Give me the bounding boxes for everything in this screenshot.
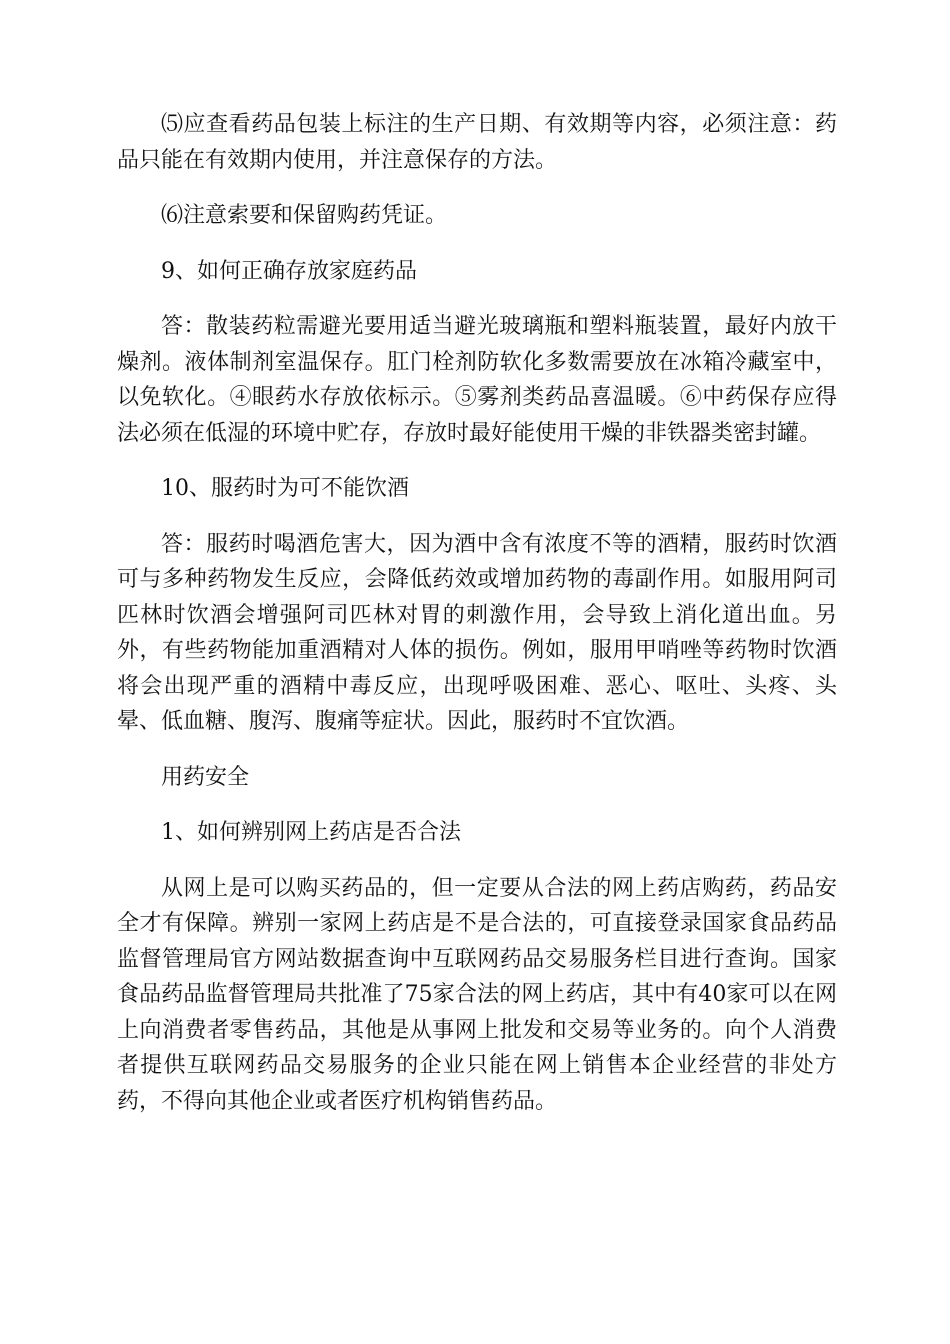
heading-question-10: 10、服药时为可不能饮酒 [161,476,409,501]
heading-question-9: 9、如何正确存放家庭药品 [161,258,417,284]
paragraph-answer-10: 答：服药时喝酒危害大，因为酒中含有浓度不等的酒精，服药时饮酒可与多种药物发生反应，会降低药效或增加药物的毒副作用。如服用阿司匹林时饮酒会增强阿司匹林对胃的刺激作用，会导致上消化道出血。另外，有些药物能加重酒精对人体的损伤。例如，服用甲哨唑等药物时饮酒将会出现严重的酒精中毒反应，出现呼吸困难、恶心、呕吐、头疼、头晕、低血糖、腹泻、腹痛等症状。因此，服药时不宜饮酒。 [117,531,837,734]
paragraph-storage-date-note: ⑸应查看药品包装上标注的生产日期、有效期等内容，必须注意：药品只能在有效期内使用，并注意保存的方法。 [117,112,837,173]
heading-question-1: 1、如何辨别网上药店是否合法 [161,820,461,845]
paragraph-keep-receipt: ⑹注意索要和保留购药凭证。 [161,203,448,228]
document-page [117,107,837,1119]
section-title-medication-safety: 用药安全 [161,764,250,790]
paragraph-answer-9: 答：散装药粒需避光要用适当避光玻璃瓶和塑料瓶装置，最好内放干燥剂。液体制剂室温保存。肛门栓剂防软化多数需要放在冰箱冷藏室中，以免软化。④眼药水存放依标示。⑤雾剂类药品喜温暖。⑥中药保存应得法必须在低湿的环境中贮存，存放时最好能使用干燥的非铁器类密封罐。 [117,314,837,446]
paragraph-answer-1: 从网上是可以购买药品的，但一定要从合法的网上药店购药，药品安全才有保障。辨别一家网上药店是不是合法的，可直接登录国家食品药品监督管理局官方网站数据查询中互联网药品交易服务栏目进行查询。国家食品药品监督管理局共批准了75家合法的网上药店，其中有40家可以在网上向消费者零售药品，其他是从事网上批发和交易等业务的。向个人消费者提供互联网药品交易服务的企业只能在网上销售本企业经营的非处方药，不得向其他企业或者医疗机构销售药品。 [117,875,837,1114]
